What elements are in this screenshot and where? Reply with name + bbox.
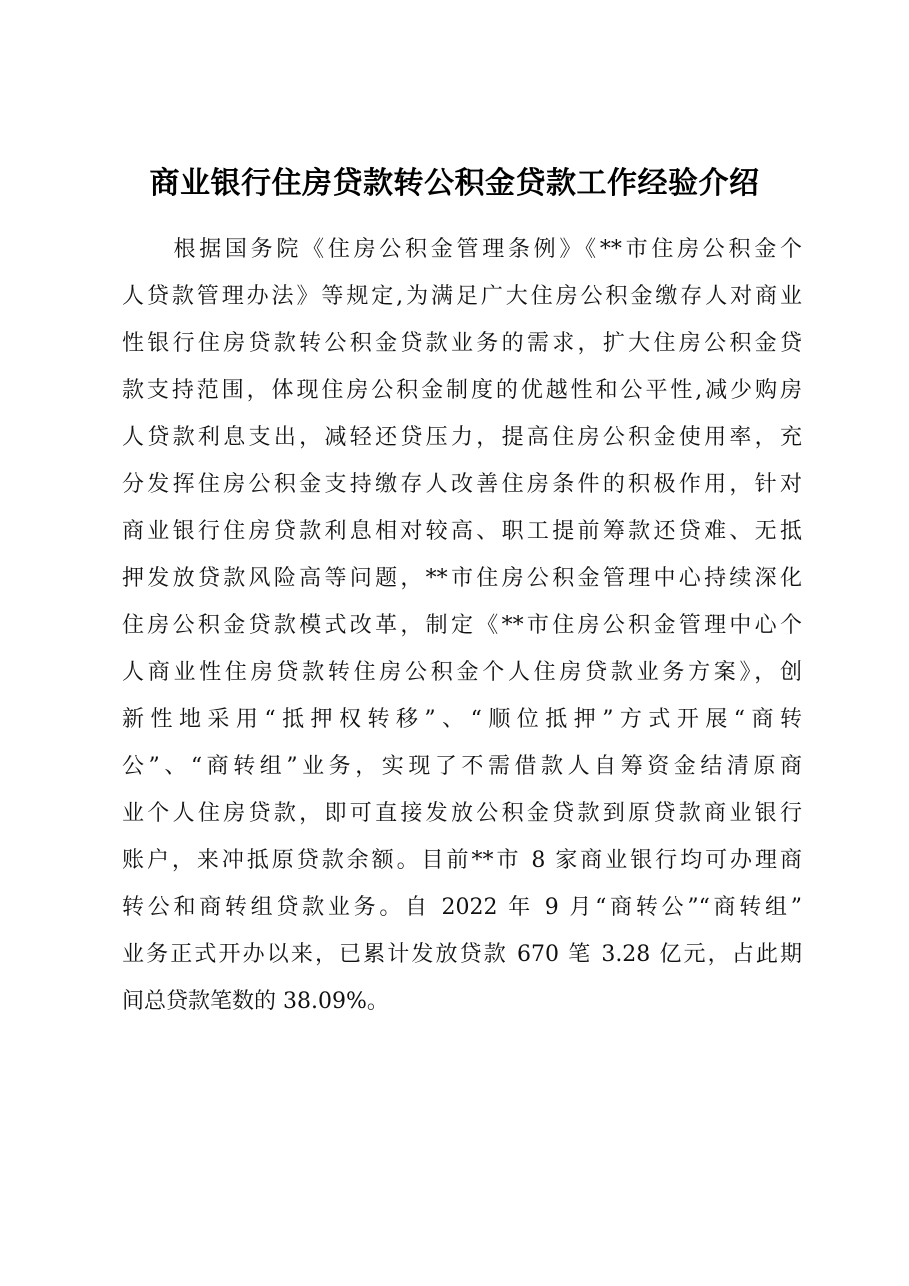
paragraph-line-9: 住房公积金贷款模式改革，制定《**市住房公积金管理中心个 <box>122 613 802 638</box>
paragraph-line-6: 分发挥住房公积金支持缴存人改善住房条件的积极作用，针对 <box>122 472 802 497</box>
paragraph-line-7: 商业银行住房贷款利息相对较高、职工提前筹款还贷难、无抵 <box>122 519 802 544</box>
paragraph-line-13: 业个人住房贷款，即可直接发放公积金贷款到原贷款商业银行 <box>122 801 802 826</box>
paragraph-line-15: 转公和商转组贷款业务。自 2022 年 9 月“商转公”“商转组” <box>122 895 802 920</box>
paragraph-line-10: 人商业性住房贷款转住房公积金个人住房贷款业务方案》，创 <box>122 660 802 685</box>
paragraph-line-14: 账户，来冲抵原贷款余额。目前**市 8 家商业银行均可办理商 <box>122 848 802 873</box>
paragraph-line-5: 人贷款利息支出，减轻还贷压力，提高住房公积金使用率，充 <box>122 425 802 450</box>
paragraph-line-1: 根据国务院《住房公积金管理条例》《**市住房公积金个 <box>122 237 802 262</box>
paragraph-line-2: 人贷款管理办法》等规定,为满足广大住房公积金缴存人对商业 <box>122 284 802 309</box>
paragraph-line-16: 业务正式开办以来，已累计发放贷款 670 笔 3.28 亿元，占此期 <box>122 942 802 967</box>
body-paragraph <box>122 226 802 1025</box>
document-title: 商业银行住房贷款转公积金贷款工作经验介绍 <box>149 166 760 201</box>
paragraph-line-8: 押发放贷款风险高等问题，**市住房公积金管理中心持续深化 <box>122 566 802 591</box>
paragraph-line-3: 性银行住房贷款转公积金贷款业务的需求，扩大住房公积金贷 <box>122 331 802 356</box>
paragraph-line-17: 间总贷款笔数的 38.09%。 <box>122 989 389 1014</box>
paragraph-line-11: 新性地采用“抵押权转移”、“顺位抵押”方式开展“商转 <box>122 707 802 732</box>
paragraph-line-4: 款支持范围，体现住房公积金制度的优越性和公平性,减少购房 <box>122 378 802 403</box>
paragraph-line-12: 公”、“商转组”业务，实现了不需借款人自筹资金结清原商 <box>122 754 802 779</box>
